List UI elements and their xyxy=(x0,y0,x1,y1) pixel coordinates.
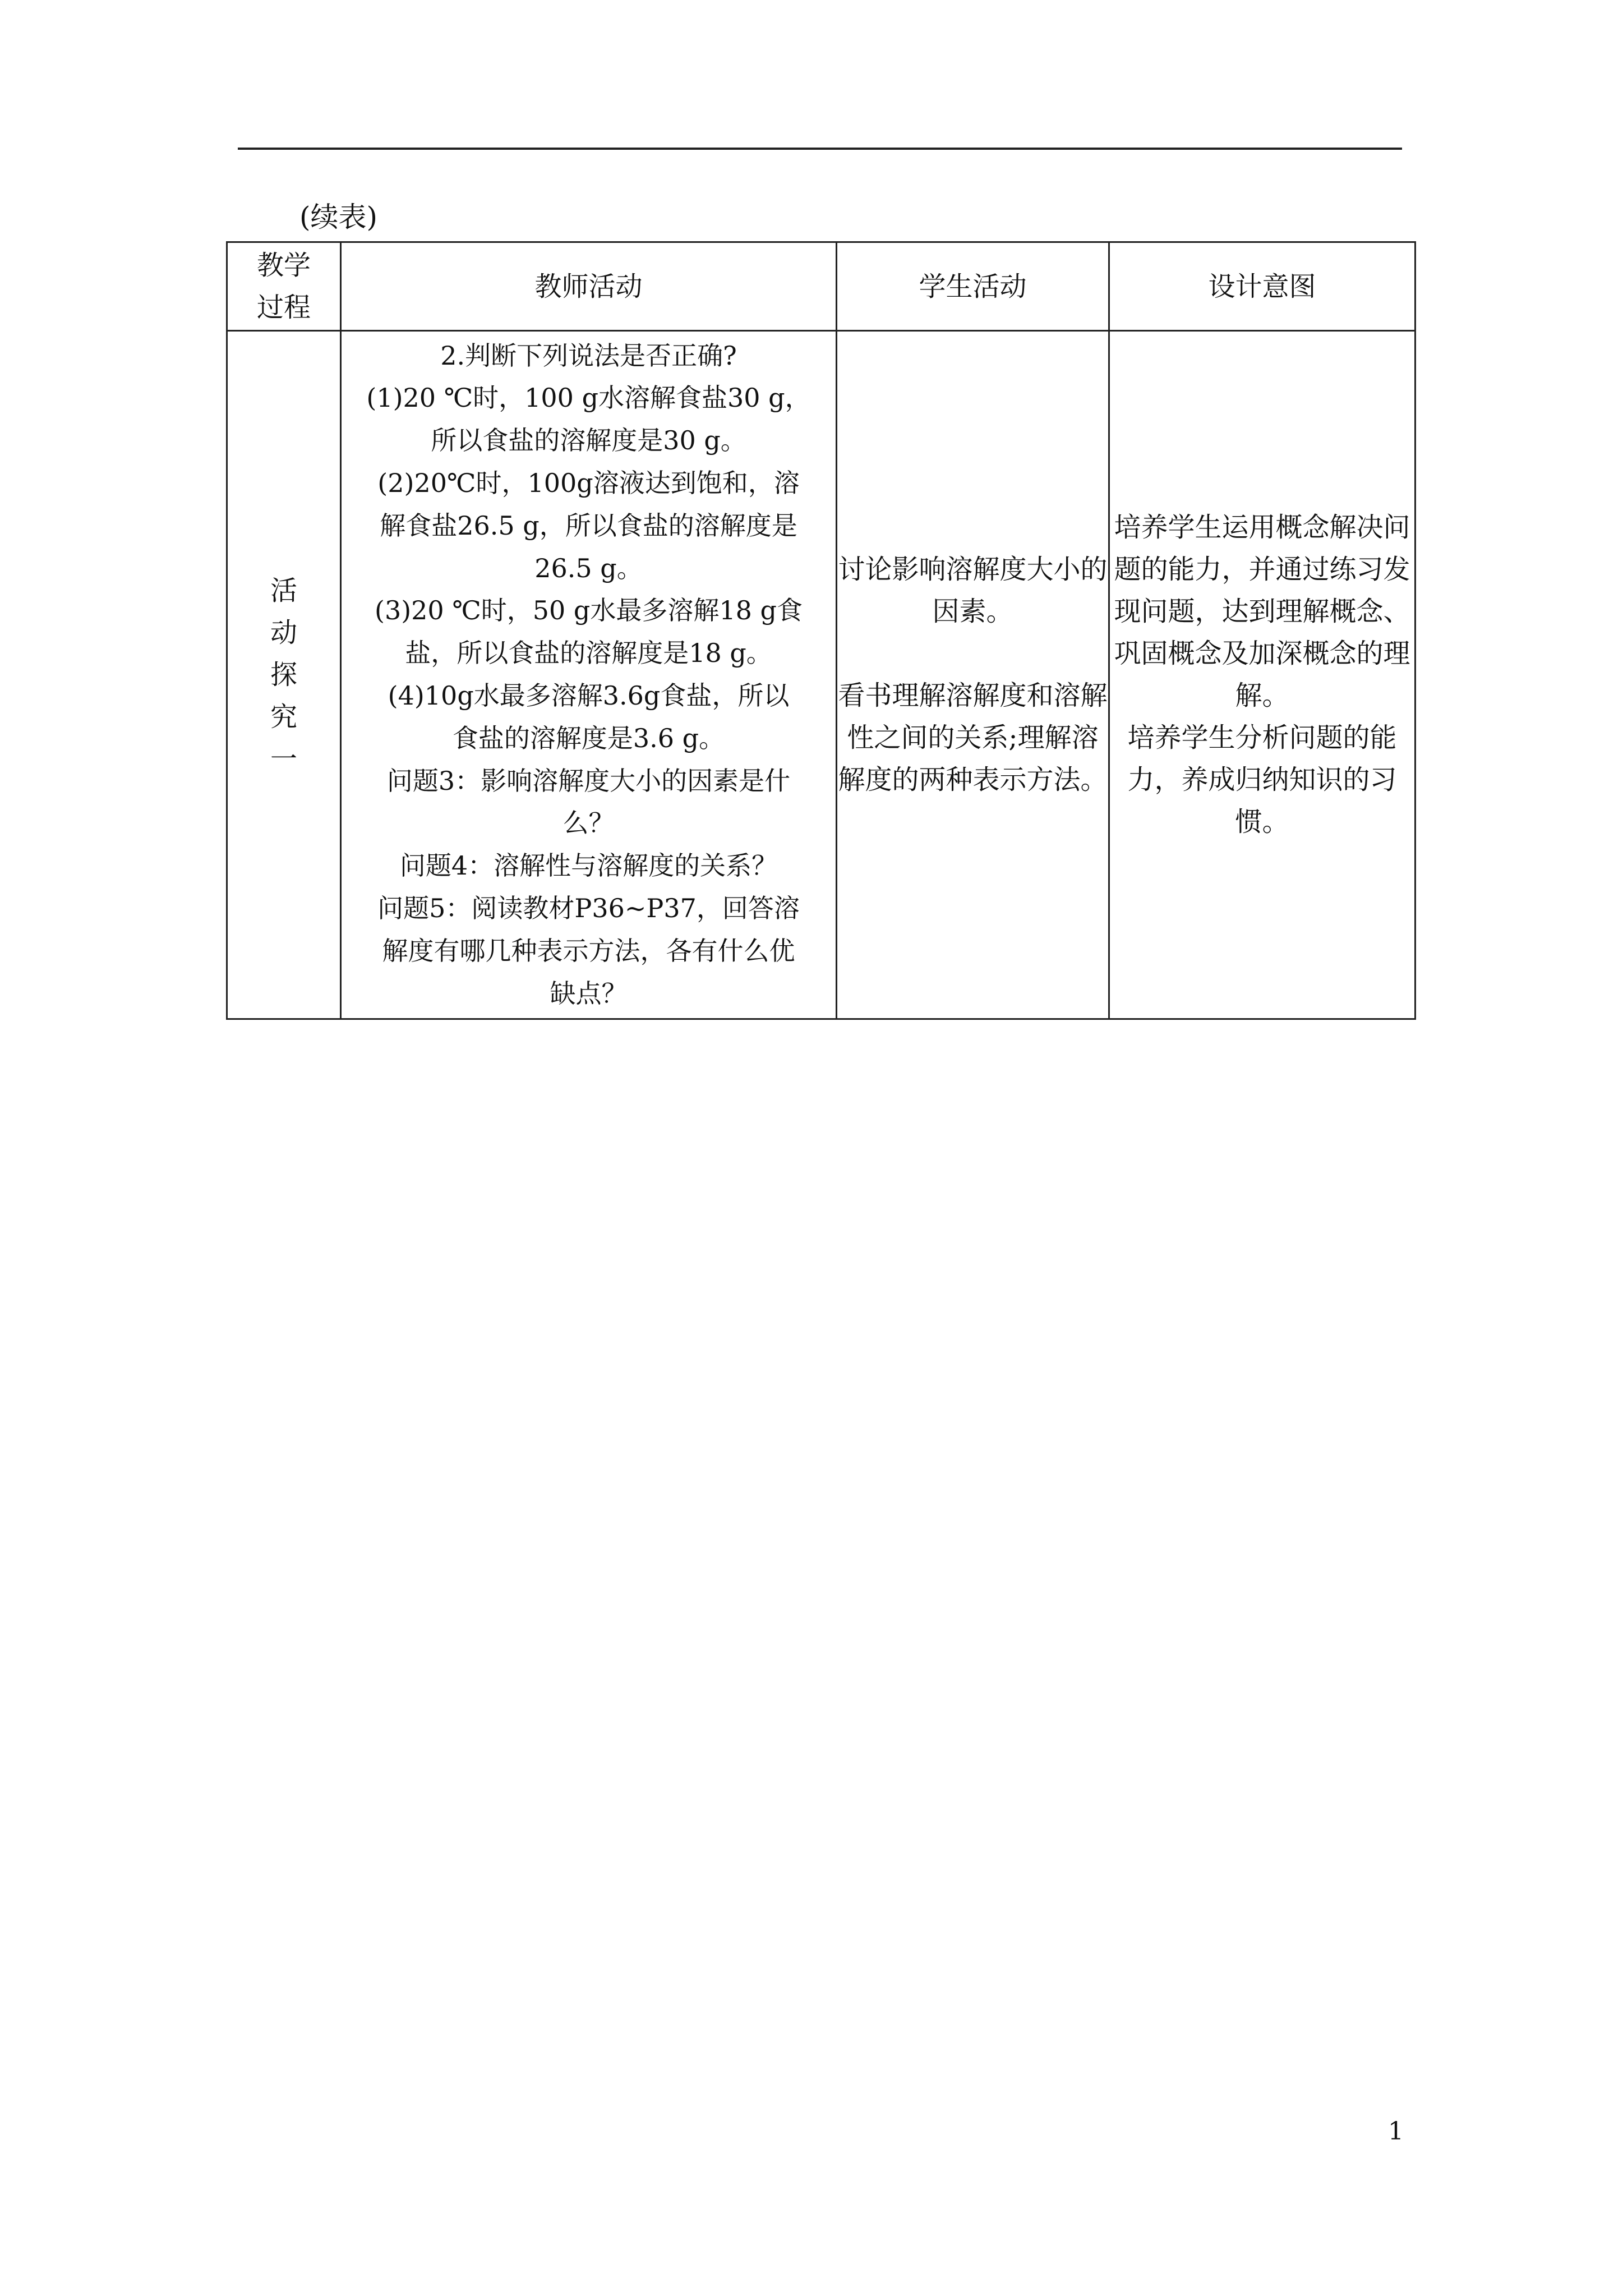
design-intent-cell xyxy=(1109,331,1415,1019)
student-paragraph: 看书理解溶解度和溶解性之间的关系;理解溶解度的两种表示方法。 xyxy=(838,680,1108,795)
lesson-plan-table xyxy=(226,241,1416,1020)
teacher-line: 问题4：溶解性与溶解度的关系？ xyxy=(399,850,778,881)
teacher-line: 解食盐26.5 g，所以食盐的溶解度是 xyxy=(380,510,797,541)
header-student-activity: 学生活动 xyxy=(837,242,1109,331)
intent-paragraph: 培养学生运用概念解决问题的能力，并通过练习发现问题，达到理解概念、巩固概念及加深概念的理解。 xyxy=(1114,512,1410,711)
teacher-line: (3)20 ℃时，50 g水最多溶解18 g食 xyxy=(375,595,803,626)
teacher-line: 2.判断下列说法是否正确? xyxy=(440,340,737,371)
teacher-line: (1)20 ℃时，100 g水溶解食盐30 g， xyxy=(366,383,811,413)
teacher-line: 么？ xyxy=(562,808,615,839)
table-header-row xyxy=(227,242,1415,331)
teacher-line: 食盐的溶解度是3.6 g。 xyxy=(452,723,725,753)
header-design-intent: 设计意图 xyxy=(1109,242,1415,331)
header-teacher-activity: 教师活动 xyxy=(341,242,837,331)
student-activity-cell xyxy=(837,331,1109,1019)
teacher-line: (2)20℃时，100g溶液达到饱和，溶 xyxy=(377,468,800,499)
stage-cell xyxy=(227,331,341,1019)
teacher-line: 所以食盐的溶解度是30 g。 xyxy=(431,425,746,456)
page-number: 1 xyxy=(1388,2117,1404,2146)
teacher-line: (4)10g水最多溶解3.6g食盐，所以 xyxy=(388,680,790,711)
teacher-line: 解度有哪几种表示方法，各有什么优 xyxy=(382,935,795,966)
header-rule xyxy=(238,148,1402,150)
paragraph-gap xyxy=(837,633,1108,675)
table-row xyxy=(227,331,1415,1019)
intent-paragraph: 培养学生分析问题的能力，养成归纳知识的习惯。 xyxy=(1127,722,1397,838)
teacher-line: 26.5 g。 xyxy=(534,553,643,583)
table-caption: (续表) xyxy=(299,201,378,233)
header-teaching-process: 教学过程 xyxy=(227,242,341,331)
stage-label: 活动探究一 xyxy=(270,574,297,775)
teacher-line: 缺点？ xyxy=(550,978,628,1009)
teacher-line: 问题3：影响溶解度大小的因素是什 xyxy=(386,765,791,796)
teacher-activity-cell xyxy=(341,331,837,1019)
teacher-line: 问题5：阅读教材P36~P37，回答溶 xyxy=(377,892,800,923)
student-paragraph: 讨论影响溶解度大小的因素。 xyxy=(838,554,1108,627)
teacher-line: 盐，所以食盐的溶解度是18 g。 xyxy=(405,638,772,669)
